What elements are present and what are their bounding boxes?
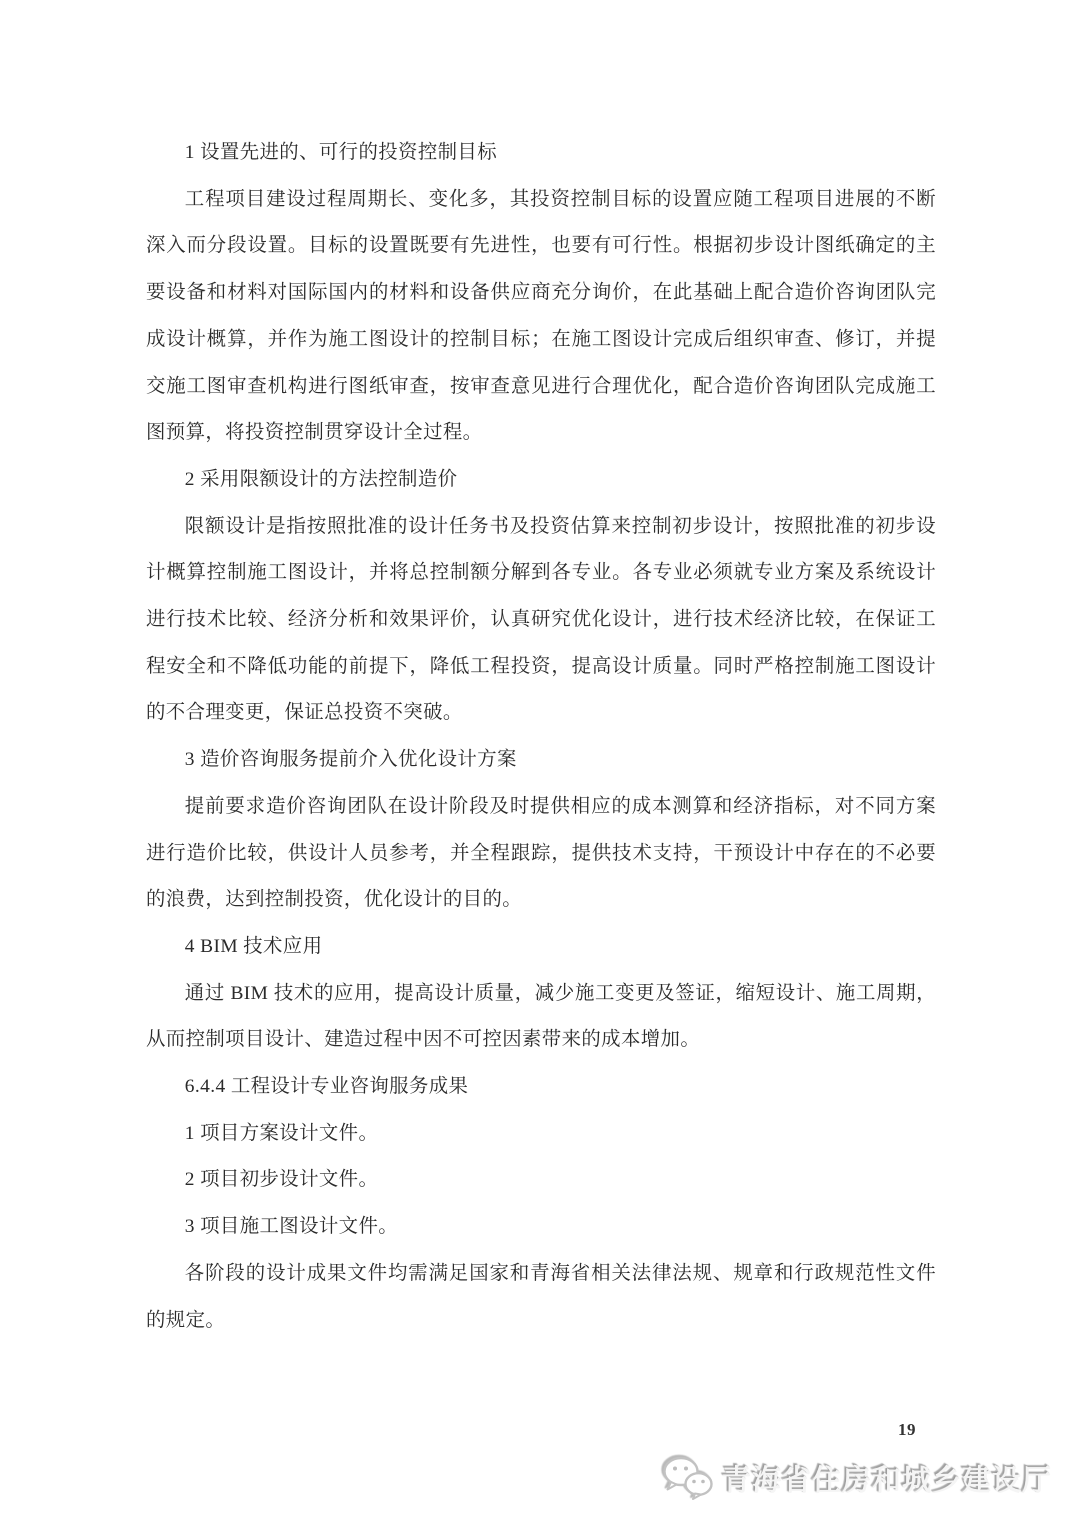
paragraph: 2 项目初步设计文件。 <box>184 1169 379 1191</box>
paragraph: 3 项目施工图设计文件。 <box>184 1216 399 1238</box>
document-body <box>146 130 936 1344</box>
paragraph: 6.4.4 工程设计专业咨询服务成果 <box>184 1076 469 1098</box>
paragraph: 2 采用限额设计的方法控制造价 <box>184 468 458 490</box>
watermark-text: 青海省住房和城乡建设厅 <box>721 1464 1052 1497</box>
paragraph: 1 设置先进的、可行的投资控制目标 <box>184 142 497 163</box>
paragraph: 工程项目建设过程周期长、变化多，其投资控制目标的设置应随工程项目进展的不断深入而分段设置。目标的设置既要有先进性，也要有可行性。根据初步设计图纸确定的主要设备和材料对国际国内的材料和设备供应商充分询价，在此基础上配合造价咨询团队完成设计概算，并作为施工图设计的控制目标；在施工图设计完成后组织审查、修订，并提交施工图审查机构进行图纸审查，按审查意见进行合理优化，配合造价咨询团队完成施工图预算，将投资控制贯穿设计全过程。 <box>146 188 936 444</box>
paragraph: 4 BIM 技术应用 <box>184 935 323 957</box>
paragraph: 限额设计是指按照批准的设计任务书及投资估算来控制初步设计，按照批准的初步设计概算控制施工图设计，并将总控制额分解到各专业。各专业必须就专业方案及系统设计进行技术比较、经济分析和效果评价，认真研究优化设计，进行技术经济比较，在保证工程安全和不降低功能的前提下，降低工程投资，提高设计质量。同时严格控制施工图设计的不合理变更，保证总投资不突破。 <box>146 515 936 724</box>
paragraph: 提前要求造价咨询团队在设计阶段及时提供相应的成本测算和经济指标，对不同方案进行造价比较，供设计人员参考，并全程跟踪，提供技术支持，干预设计中存在的不必要的浪费，达到控制投资，优化设计的目的。 <box>146 795 936 911</box>
footer-watermark <box>662 1456 1052 1500</box>
paragraph: 1 项目方案设计文件。 <box>184 1122 379 1144</box>
paragraph: 通过 BIM 技术的应用，提高设计质量，减少施工变更及签证，缩短设计、施工周期，从而控制项目设计、建造过程中因不可控因素带来的成本增加。 <box>146 982 936 1051</box>
paragraph: 各阶段的设计成果文件均需满足国家和青海省相关法律法规、规章和行政规范性文件的规定。 <box>146 1262 936 1331</box>
wechat-icon <box>662 1456 714 1500</box>
paragraph: 3 造价咨询服务提前介入优化设计方案 <box>184 749 517 771</box>
page-number: 19 <box>898 1420 916 1439</box>
